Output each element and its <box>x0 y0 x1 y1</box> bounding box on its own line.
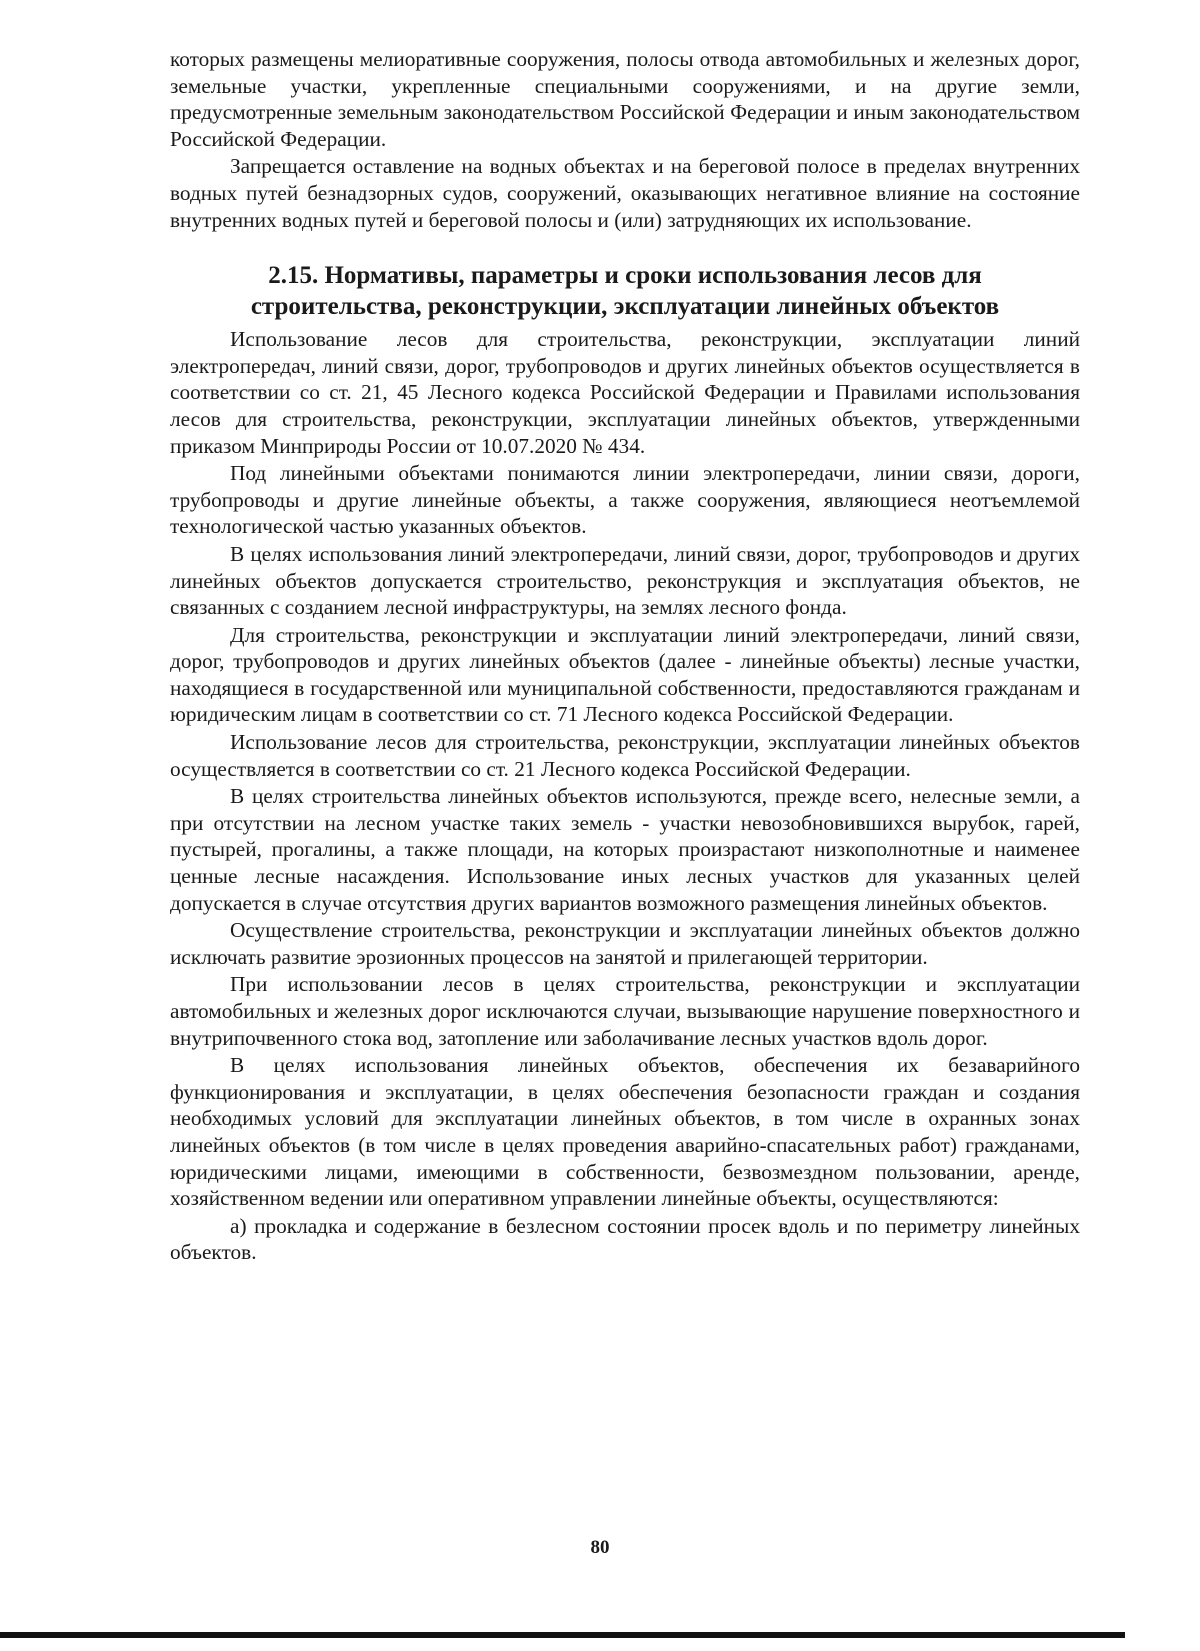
page-content <box>170 46 1080 1266</box>
paragraph-8: При использовании лесов в целях строительства, реконструкции и эксплуатации автомобильных и железных дорог исключаются случаи, вызывающие нарушение поверхностного и внутрипочвенного стока вод, затопление или заболачивание лесных участков вдоль дорог. <box>170 972 1080 1050</box>
section-heading-line-2: строительства, реконструкции, эксплуатации линейных объектов <box>250 293 1000 321</box>
section-heading <box>170 260 1080 322</box>
page-number: 80 <box>590 1537 610 1558</box>
paragraph-5: Использование лесов для строительства, реконструкции, эксплуатации линейных объектов осуществляется в соответствии со ст. 21 Лесного кодекса Российской Федерации. <box>170 730 1080 781</box>
paragraph-3: В целях использования линий электропередачи, линий связи, дорог, трубопроводов и других линейных объектов допускается строительство, реконструкция и эксплуатация объектов, не связанных с созданием лесной инфраструктуры, на землях лесного фонда. <box>170 541 1080 620</box>
section-heading-line-1: 2.15. Нормативы, параметры и сроки использования лесов для <box>268 262 982 290</box>
bottom-scan-edge <box>0 1632 1125 1638</box>
paragraph-7: Осуществление строительства, реконструкции и эксплуатации линейных объектов должно исключать развитие эрозионных процессов на занятой и прилегающей территории. <box>170 918 1080 969</box>
paragraph-9: В целях использования линейных объектов, обеспечения их безаварийного функционирования и эксплуатации, в целях обеспечения безопасности граждан и создания необходимых условий для эксплуатации линейных объектов, в том числе в охранных зонах линейных объектов (в том числе в целях проведения аварийно-спасательных работ) гражданами, юридическими лицами, имеющими в собственности, безвозмездном пользовании, аренде, хозяйственном ведении или оперативном управлении линейные объекты, осуществляются: <box>170 1053 1080 1211</box>
paragraph-prohibition: Запрещается оставление на водных объектах и на береговой полосе в пределах внутренних водных путей безнадзорных судов, сооружений, оказывающих негативное влияние на состояние внутренних водных путей и береговой полосы и (или) затрудняющих их использование. <box>170 154 1080 232</box>
paragraph-6: В целях строительства линейных объектов используются, прежде всего, нелесные земли, а при отсутствии на лесном участке таких земель - участки невозобновившихся вырубок, гарей, пустырей, прогалины, а также площади, на которых произрастают низкополнотные и наименее ценные лесные насаждения. Использование иных лесных участков для указанных целей допускается в случае отсутствия других вариантов возможного размещения линейных объектов. <box>170 784 1080 915</box>
paragraph-1: Использование лесов для строительства, реконструкции, эксплуатации линий электропередач, линий связи, дорог, трубопроводов и других линейных объектов осуществляется в соответствии со ст. 21, 45 Лесного кодекса Российской Федерации и Правилами использования лесов для строительства, реконструкции, эксплуатации линейных объектов, утвержденными приказом Минприроды России от 10.07.2020 № 434. <box>170 327 1080 458</box>
paragraph-4: Для строительства, реконструкции и эксплуатации линий электропередачи, линий связи, дорог, трубопроводов и других линейных объектов (далее - линейные объекты) лесные участки, находящиеся в государственной или муниципальной собственности, предоставляются гражданам и юридическим лицам в соответствии со ст. 71 Лесного кодекса Российской Федерации. <box>170 622 1080 727</box>
paragraph-continuation: которых размещены мелиоративные сооружения, полосы отвода автомобильных и железных дорог, земельные участки, укрепленные специальными сооружениями, и на другие земли, предусмотренные земельным законодательством Российской Федерации и иным законодательством Российской Федерации. <box>170 47 1080 151</box>
paragraph-10: а) прокладка и содержание в безлесном состоянии просек вдоль и по периметру линейных объектов. <box>170 1213 1080 1265</box>
paragraph-2: Под линейными объектами понимаются линии электропередачи, линии связи, дороги, трубопроводы и другие линейные объекты, а также сооружения, являющиеся неотъемлемой технологической частью указанных объектов. <box>170 461 1080 539</box>
